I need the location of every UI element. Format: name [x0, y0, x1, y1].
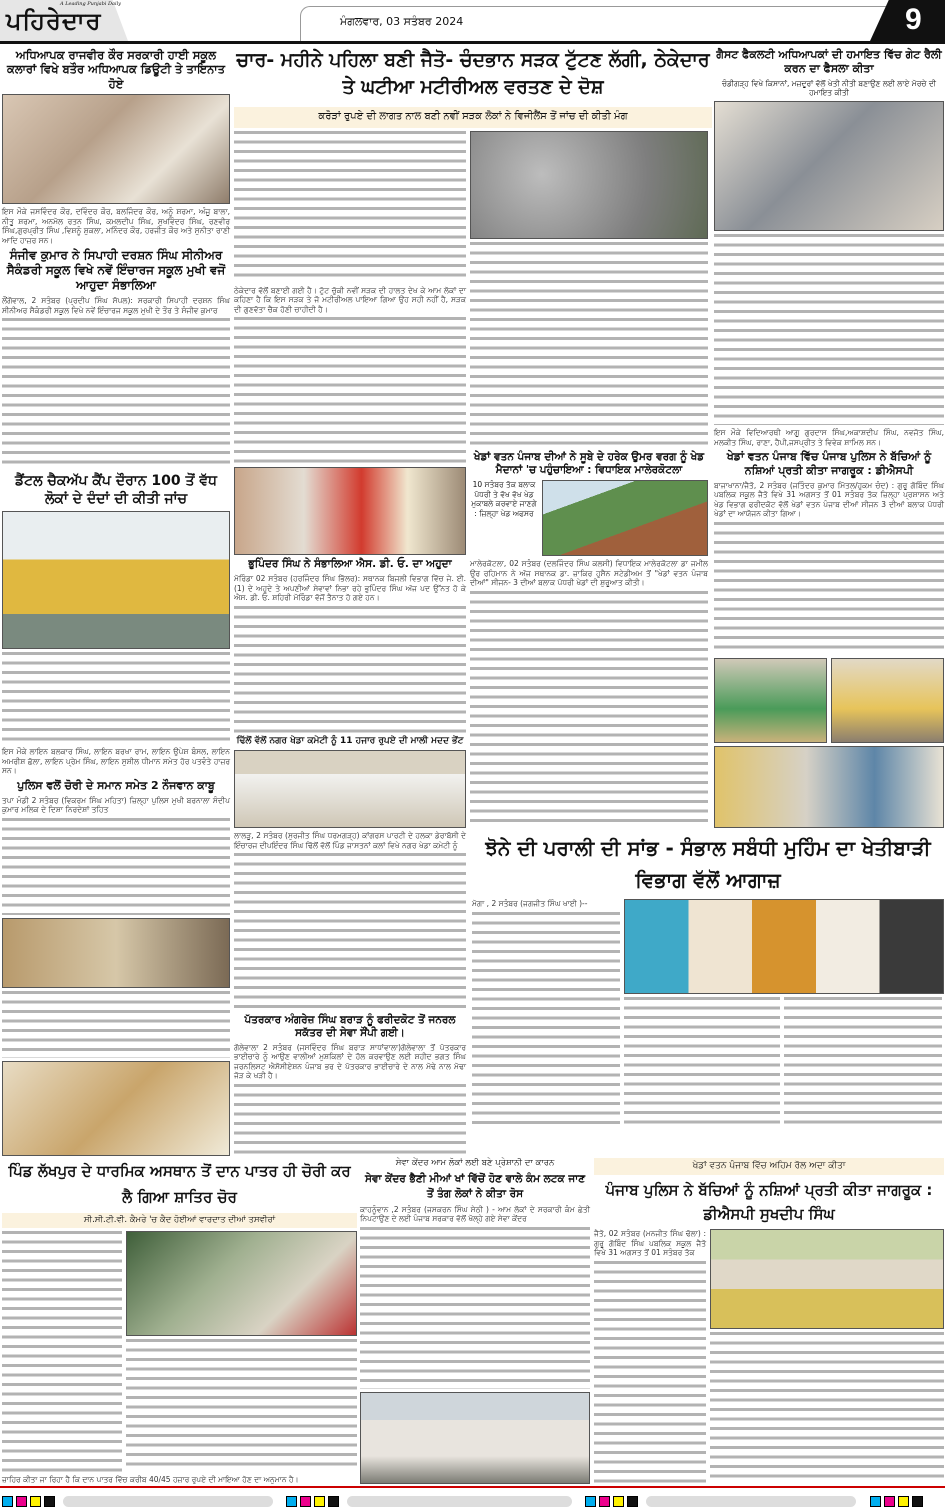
- article-headline: ਡੈਂਟਲ ਚੈਕਅੱਪ ਕੈਂਪ ਦੌਰਾਨ 100 ਤੋਂ ਵੱਧ ਲੋਕਾਂ ਦੇ ਦੰਦਾਂ ਦੀ ਕੀਤੀ ਜਾਂਚ: [15, 473, 217, 507]
- body-text-lines: [2, 991, 230, 1058]
- article-body: ਠੇਕੇਦਾਰ ਵੱਲੋਂ ਬਣਾਈ ਗਈ ਹੈ। ਟੁੱਟ ਚੁੱਕੀ ਨਵੀਂ ਸੜਕ ਦੀ ਹਾਲਤ ਦੇਖ ਕੇ ਆਮ ਲੋਕਾਂ ਦਾ ਕਹਿਣਾ ਹੈ ਕਿ ਇਸ ਸੜਕ ਤੇ ਜੋ ਮਟੀਰੀਅਲ ਪਾਇਆ ਗਿਆ ਉਹ ਸਹੀ ਨਹੀਂ ਹੈ, ਸੜਕ ਦੀ ਗੁਣਵੱਤਾ ਚੈਕ ਹੋਣੀ ਚਾਹੀਦੀ ਹੈ।: [234, 285, 466, 314]
- black-swatch: [44, 1496, 55, 1507]
- article-body: ਗੋਲੇਵਾਲਾ 2 ਸਤੰਬਰ (ਜਸਵਿੰਦਰ ਸਿੰਘ ਬਰਾੜ ਸਾਧਾਂਵਾਲਾ)ਗੋਲੇਵਾਲਾ ਤੋਂ ਪੱਤਰਕਾਰ ਭਾਈਚਾਰੇ ਨੂੰ ਆਉਣ ਵਾਲੀਆਂ ਮੁਸ਼ਕਿਲਾਂ ਦੇ ਹੱਲ ਕਰਵਾਉਣ ਲਈ ਸ਼ਹੀਦ ਭਗਤ ਸਿੰਘ ਜਰਨਲਿਸਟ ਐਸੋਸੀਏਸ਼ਨ ਪੰਜਾਬ ਭਰ ਦੇ ਪੱਤਰਕਾਰ ਭਾਈਚਾਰੇ ਦੇ ਨਾਲ ਮੋਢੇ ਨਾਲ ਮੋਢਾ ਜੋੜ ਕੇ ਖੜੀ ਹੈ।: [234, 1042, 466, 1081]
- article-body: ਜ਼ਾਹਿਰ ਕੀਤਾ ਜਾ ਰਿਹਾ ਹੈ ਕਿ ਦਾਨ ਪਾਤਰ ਵਿੱਚ ਕਰੀਬ 40/45 ਹਜ਼ਾਰ ਰੁਪਏ ਦੀ ਮਾਇਆ ਹੋਣ ਦਾ ਅਨੁਮਾਨ ਹੈ।: [2, 1474, 299, 1484]
- middle-column-a: [234, 131, 466, 1157]
- article-headline: ਪੱਤਰਕਾਰ ਅੰਗਰੇਜ਼ ਸਿੰਘ ਬਰਾੜ ਨੂੰ ਫਰੀਦਕੋਟ ਤੋਂ ਜਨਰਲ ਸਕੱਤਰ ਦੀ ਸੇਵਾ ਸੌਂਪੀ ਗਈ।: [244, 1013, 456, 1039]
- body-text-lines: [714, 522, 944, 656]
- police-event-photo-2: [831, 658, 944, 743]
- police-event-photo-1: [714, 658, 827, 743]
- article-headline: ਗੈਸਟ ਫੈਕਲਟੀ ਅਧਿਆਪਕਾਂ ਦੀ ਹਮਾਇਤ ਵਿੱਚ ਗੇਟ ਰੈਲੀ ਕਰਨ ਦਾ ਫੈਸਲਾ ਕੀਤਾ: [716, 48, 942, 75]
- cyan-swatch: [2, 1496, 13, 1507]
- body-text-lines: [234, 853, 466, 1010]
- mla-speech-photo: [542, 480, 708, 556]
- page-number: 9: [905, 3, 922, 36]
- police-children-photo-1: [710, 1229, 944, 1329]
- lead-subhead: ਕਰੋੜਾਂ ਰੁਪਏ ਦੀ ਲਾਗਤ ਨਾਲ ਬਣੀ ਨਵੀਂ ਸੜਕ ਲੋਕਾਂ ਨੇ ਵਿਜੀਲੈਂਸ ਤੋਂ ਜਾਂਚ ਦੀ ਕੀਤੀ ਮੰਗ: [234, 107, 712, 128]
- body-text-lines: [360, 1227, 590, 1389]
- body-text-lines: [470, 242, 708, 448]
- bottom-right-story: [594, 1158, 944, 1484]
- agriculture-officials-photo: [624, 899, 944, 994]
- article-body: ਮੋਗਾ , 2 ਸਤੰਬਰ (ਜਗਜੀਤ ਸਿੰਘ ਖਾਈ )--: [472, 899, 588, 908]
- body-text-lines: [784, 997, 942, 1125]
- school-staff-photo: [2, 94, 230, 204]
- right-column: [714, 48, 944, 828]
- students-meeting-photo: [714, 101, 944, 231]
- article-headline: ਪਿੰਡ ਲੱਖਪੁਰ ਦੇ ਧਾਰਮਿਕ ਅਸਥਾਨ ਤੋਂ ਦਾਨ ਪਾਤਰ ਹੀ ਚੋਰੀ ਕਰ ਲੈ ਗਿਆ ਸ਼ਾਤਿਰ ਚੋਰ: [8, 1162, 351, 1206]
- body-text-lines: [2, 1231, 122, 1472]
- body-text-lines: [234, 131, 466, 283]
- article-body: ਲਾਲੜੂ, 2 ਸਤੰਬਰ (ਸੁਰਜੀਤ ਸਿੰਘ ਧਰਮਗੜ੍ਹ) ਕਾਂਗਰਸ ਪਾਰਟੀ ਦੇ ਹਲਕਾ ਡੇਰਾਬੱਸੀ ਦੇ ਇੰਚਾਰਜ ਦੀਪਇੰਦਰ ਸਿੰਘ ਢਿੱਲੋਂ ਵੱਲੋਂ ਪਿੰਡ ਜਾਸਤਨਾਂ ਕਲਾਂ ਵਿਖੇ ਨਗਰ ਖੇਡਾ ਕਮੇਟੀ ਨੂੰ: [234, 831, 466, 850]
- article-body: ਮਾਲੇਰਕੋਟਲਾ, 02 ਸਤੰਬਰ (ਦਲਜਿੰਦਰ ਸਿੰਘ ਕਲਸੀ) ਵਿਧਾਇਕ ਮਾਲੇਰਕੋਟਲਾ ਡਾ ਜਮੀਲ ਉਰ ਰਹਿਮਾਨ ਨੇ ਅੱਜ ਸਥਾਨਕ ਡਾ. ਜ਼ਾਕਿਰ ਹੁਸੈਨ ਸਟੇਡੀਅਮ ਤੋਂ "ਖੇਡਾਂ ਵਤਨ ਪੰਜਾਬ ਦੀਆਂ" ਸੀਜਨ- 3 ਦੀਆਂ ਬਲਾਕ ਪੱਧਰੀ ਖੇਡਾਂ ਦੀ ਸ਼ੁਰੂਆਤ ਕੀਤੀ।: [470, 559, 708, 588]
- body-text-lines: [234, 317, 466, 464]
- office-photo: [2, 1061, 230, 1156]
- article-headline: ਸੰਜੀਵ ਕੁਮਾਰ ਨੇ ਸਿਪਾਹੀ ਦਰਸ਼ਨ ਸਿੰਘ ਸੀਨੀਅਰ ਸੈਕੰਡਰੀ ਸਕੂਲ ਵਿਖੇ ਨਵੇਂ ਇੰਚਾਰਜ ਸਕੂਲ ਮੁਖੀ ਵਜੋਂ ਆਹੁਦਾ ਸੰਭਾਲਿਆ: [6, 248, 226, 293]
- lead-headline: ਚਾਰ- ਮਹੀਨੇ ਪਹਿਲਾ ਬਣੀ ਜੈਤੋ- ਚੰਦਭਾਨ ਸੜਕ ਟੁੱਟਣ ਲੱਗੀ, ਠੇਕੇਦਾਰ ਤੇ ਘਟੀਆ ਮਟੀਰੀਅਲ ਵਰਤਣ ਦੇ ਦੋਸ਼: [236, 49, 710, 98]
- article-body: ਬਾਜਾਖਾਨਾ/ਜੈਤੋ, 2 ਸਤੰਬਰ (ਜਤਿੰਦਰ ਕੁਮਾਰ ਮਿੱਤਲ/ਹੁਕਮ ਚੰਦ) : ਗੁਰੂ ਗੋਬਿੰਦ ਸਿੰਘ ਪਬਲਿਕ ਸਕੂਲ ਜੈਤੋ ਵਿਖੇ 31 ਅਗਸਤ ਤੋਂ 01 ਸਤੰਬਰ ਤੱਕ ਜ਼ਿਲ੍ਹਾ ਪ੍ਰਸ਼ਾਸਨ ਅਤੇ ਖੇਡ ਵਿਭਾਗ ਫਰੀਦਕੋਟ ਵੱਲੋਂ ਖੇਡਾਂ ਵਤਨ ਪੰਜਾਬ ਦੀਆਂ ਸੀਜਨ 3 ਦੀਆਂ ਬਲਾਕ ਪੱਧਰੀ ਖੇਡਾਂ ਦਾ ਆਯੋਜਨ ਕੀਤਾ ਗਿਆ।: [714, 480, 944, 518]
- yellow-swatch: [30, 1496, 41, 1507]
- article-subhead: ਚੰਡੀਗੜ੍ਹ ਵਿਖੇ ਕਿਸਾਨਾਂ, ਮਜ਼ਦੂਰਾਂ ਵੱਲੋਂ ਖੇਤੀ ਨੀਤੀ ਬਣਾਉਣ ਲਈ ਲਾਏ ਮੋਰਚੇ ਦੀ ਹਮਾਇਤ ਕੀਤੀ: [721, 78, 937, 97]
- masthead: [0, 0, 945, 44]
- committee-photo: [234, 750, 466, 828]
- body-text-lines: [470, 591, 708, 827]
- cctv-photo: [126, 1231, 357, 1336]
- body-text-lines: [2, 652, 230, 744]
- police-event-photo-3: [714, 746, 944, 828]
- body-text-lines: [594, 1261, 706, 1484]
- body-text-lines: [234, 606, 466, 733]
- article-headline: ਪੁਲਿਸ ਵਲੋਂ ਚੋਰੀ ਦੇ ਸਮਾਨ ਸਮੇਤ 2 ਨੌਜਵਾਨ ਕਾਬੂ: [17, 778, 215, 792]
- article-body: ਇਸ ਮੌਕੇ ਵਿਦਿਆਰਥੀ ਆਗੂ ਗੁਰਦਾਸ ਸਿੰਘ,ਅਕਾਸ਼ਦੀਪ ਸਿੰਘ, ਨਵਜੋਤ ਸਿੰਘ, ਮਲਕੀਤ ਸਿੰਘ, ਰਾਣਾ, ਹੈਪੀ,ਜਸਪ੍ਰੀਤ ਤੇ ਵਿਵੇਕ ਸ਼ਾਮਿਲ ਸਨ।: [714, 428, 944, 447]
- article-headline: ਖੇਡਾਂ ਵਤਨ ਪੰਜਾਬ ਦੀਆਂ ਨੇ ਸੂਬੇ ਦੇ ਹਰੇਕ ਉਮਰ ਵਰਗ ਨੂੰ ਖੇਡ ਮੈਦਾਨਾਂ 'ਚ ਪਹੁੰਚਾਇਆ : ਵਿਧਾਇਕ ਮਾਲੇਰਕੋਟਲਾ: [473, 450, 705, 476]
- footer-rule: [0, 1486, 945, 1488]
- body-text-lines: [624, 997, 780, 1125]
- article-headline: ਸੇਵਾ ਕੇਂਦਰ ਭੈਣੀ ਮੀਆਂ ਖਾਂ ਵਿੱਚੋਂ ਹੋਣ ਵਾਲੇ ਕੰਮ ਲਟਕ ਜਾਣ ਤੋਂ ਤੰਗ ਲੋਕਾਂ ਨੇ ਕੀਤਾ ਰੋਸ: [364, 1172, 586, 1200]
- article-body: ਕਾਹਨੂੰਵਾਨ ,2 ਸਤੰਬਰ (ਜਸਕਰਨ ਸਿੰਘ ਸੇਠੀ ) - ਆਮ ਲੋਕਾਂ ਦੇ ਸਰਕਾਰੀ ਕੰਮ ਛੇਤੀ ਨਿਪਟਾਉਣ ਦੇ ਲਈ ਪੰਜਾਬ ਸਰਕਾਰ ਵੱਲੋਂ ਖੋਲ੍ਹੇ ਗਏ ਸੇਵਾ ਕੇਂਦਰ: [360, 1204, 590, 1224]
- article-subhead: ਸੇਵਾ ਕੇਂਦਰ ਆਮ ਲੋਕਾਂ ਲਈ ਬਣੇ ਪ੍ਰੇਸ਼ਾਨੀ ਦਾ ਕਾਰਨ: [395, 1158, 555, 1168]
- article-headline: ਢਿੱਲੋਂ ਵੱਲੋਂ ਨਗਰ ਖੇਡਾ ਕਮੇਟੀ ਨੂੰ 11 ਹਜਾਰ ਰੁਪਏ ਦੀ ਮਾਲੀ ਮਦਦ ਭੇਂਟ: [236, 736, 464, 747]
- article-body: ਲੌਂਗੋਵਾਲ, 2 ਸਤੰਬਰ (ਪ੍ਰਦੀਪ ਸਿੰਘ ਸੱਪਲ): ਸਰਕਾਰੀ ਸਿਪਾਹੀ ਦਰਸ਼ਨ ਸਿੰਘ ਸੀਨੀਅਰ ਸੈਕੰਡਰੀ ਸਕੂਲ ਵਿਖੇ ਨਵੇਂ ਇੰਚਾਰਜ ਸਕੂਲ ਮੁਖੀ ਦੇ ਤੌਰ ਤੇ ਸੰਜੀਵ ਕੁਮਾਰ: [2, 296, 230, 315]
- bottom-middle-story: [360, 1158, 590, 1484]
- broken-road-photo: [470, 131, 708, 239]
- body-text-lines: [2, 318, 230, 470]
- newspaper-logo: ਪਹਿਰੇਦਾਰ: [6, 7, 102, 35]
- article-subhead: 10 ਸਤੰਬਰ ਤੱਕ ਬਲਾਕ ਪੱਧਰੀ ਤੇ ਵੱਖ ਵੱਖ ਖੇਡ ਮੁਕਾਬਲੇ ਕਰਵਾਏ ਜਾਣਗੇ : ਜ਼ਿਲ੍ਹਾ ਖੇਡ ਅਫਸਰ: [471, 480, 537, 518]
- dental-camp-photo: [2, 511, 230, 649]
- tagline: A Leading Punjabi Daily: [60, 1, 122, 7]
- body-text-lines: [714, 234, 944, 426]
- article-body: ਜੈਤੋ, 02 ਸਤੰਬਰ (ਮਨਜੀਤ ਸਿੰਘ ਢੱਲਾ) : ਗੁਰੂ ਗੋਬਿੰਦ ਸਿੰਘ ਪਬਲਿਕ ਸਕੂਲ ਜੈਤੋ ਵਿਖੇ 31 ਅਗਸਤ ਤੋਂ 01 ਸਤੰਬਰ ਤੱਕ: [594, 1229, 706, 1258]
- article-body: ਇਸ ਮੌਕੇ ਲਾਇਨ ਬਲਕਾਰ ਸਿੰਘ, ਲਾਇਨ ਬਰਖਾ ਰਾਮ, ਲਾਇਨ ਉਪੇਸ਼ ਬੰਸਲ, ਲਾਇਨ ਅਮਰੀਸ਼ ਛੱਲਾ, ਲਾਇਨ ਪ੍ਰੇਮ ਸਿੰਘ, ਲਾਇਨ ਸੁਸ਼ੀਲ ਧੀਮਾਨ ਸਮੇਤ ਹੋਰ ਪਤਵੰਤੇ ਹਾਜ਼ਰ ਸਨ।: [2, 747, 230, 776]
- article-body: ਤਪਾ ਮੰਡੀ 2 ਸਤੰਬਰ (ਵਿਕਰਮ ਸਿੰਘ ਮਹਿਤਾ) ਜ਼ਿਲ੍ਹਾ ਪੁਲਿਸ ਮੁਖੀ ਬਰਨਾਲਾ ਸੰਦੀਪ ਕੁਮਾਰ ਮਲਿਕ ਦੇ ਦਿਸ਼ਾ ਨਿਰਦੇਸ਼ਾਂ ਤਹਿਤ: [2, 795, 230, 815]
- stubble-story: [472, 832, 944, 1125]
- body-text-lines: [710, 1332, 944, 1484]
- body-text-lines: [234, 1084, 466, 1156]
- seva-kendra-protest-photo: [360, 1392, 590, 1484]
- left-column: [2, 48, 230, 1156]
- article-headline: ਅਧਿਆਪਕ ਰਾਜਵੀਰ ਕੌਰ ਸਰਕਾਰੀ ਹਾਈ ਸਕੂਲ ਕਲਾਰਾਂ ਵਿਖੇ ਬਤੌਰ ਅਧਿਆਪਕ ਡਿਊਟੀ ਤੇ ਤਾਇਨਾਤ ਹੋਏ: [7, 48, 225, 91]
- bottom-left-story: [2, 1158, 357, 1484]
- article-body: ਮੋਰਿੰਡਾ 02 ਸਤੰਬਰ (ਹਰਜਿੰਦਰ ਸਿੰਘ ਭਿੱਲਰ): ਸਥਾਨਕ ਬਿਜਲੀ ਵਿਭਾਗ ਵਿੱਚ ਜੇ. ਈ. (1) ਦੇ ਅਹੁਦੇ ਤੇ ਅਪਣੀਆਂ ਸੇਵਾਵਾਂ ਨਿਭਾ ਰਹੇ ਭੁਪਿੰਦਰ ਸਿੰਘ ਅੱਜ ਪਦ ਉੱਨਤ ਹੋ ਕੇ ਐਸ. ਡੀ. ਓ. ਸ਼ਹਿਰੀ ਮੋਰਿੰਡਾ ਵੱਜੋਂ ਤੈਨਾਤ ਹੋ ਗਏ ਹਨ।: [234, 574, 466, 603]
- article-headline: ਝੋਨੇ ਦੀ ਪਰਾਲੀ ਦੀ ਸਾਂਭ - ਸੰਭਾਲ ਸਬੰਧੀ ਮੁਹਿੰਮ ਦਾ ਖੇਤੀਬਾੜੀ ਵਿਭਾਗ ਵੱਲੋਂ ਆਗਾਜ਼: [485, 836, 931, 892]
- magenta-swatch: [16, 1496, 27, 1507]
- body-text-lines: [2, 818, 230, 915]
- article-body: ਇਸ ਮੌਕੇ ਜਸਵਿੰਦਰ ਕੌਰ, ਦਵਿੰਦਰ ਕੌਰ, ਬਲਜਿੰਦਰ ਕੌਰ, ਅਨੂੰ ਸ਼ਰਮਾ, ਅੰਜੂ ਬਾਲਾ, ਨੀਤੂ ਸ਼ਰਮਾ, ਅਨਮੋਲ ਰਤਨ ਸਿੰਘ, ਕਮਲਦੀਪ ਸਿੰਘ, ਸੁਖਵਿੰਦਰ ਸਿੰਘ, ਰਣਵੀਰ ਸਿੰਘ,ਗੁਰਪ੍ਰੀਤ ਸਿੰਘ ,ਵਿਸ਼ਨੂੰ ਸ਼ੁਕਲਾ, ਮਨਿੰਦਰ ਕੌਰ, ਹਰਜੀਤ ਕੌਰ ਅਤੇ ਸੁਨੀਤਾ ਰਾਣੀ ਆਦਿ ਹਾਜ਼ਰ ਸਨ।: [2, 207, 230, 245]
- article-headline: ਖੇਡਾਂ ਵਤਨ ਪੰਜਾਬ ਵਿੱਚ ਪੰਜਾਬ ਪੁਲਿਸ ਨੇ ਬੱਚਿਆਂ ਨੂੰ ਨਸ਼ਿਆਂ ਪ੍ਰਤੀ ਕੀਤਾ ਜਾਗਰੂਕ : ਡੀਐਸਪੀ: [726, 450, 932, 477]
- date: ਮੰਗਲਵਾਰ, 03 ਸਤੰਬਰ 2024: [340, 15, 464, 28]
- accused-photo: [2, 918, 230, 988]
- article-headline: ਭੁਪਿੰਦਰ ਸਿੰਘ ਨੇ ਸੰਭਾਲਿਆ ਐਸ. ਡੀ. ਓ. ਦਾ ਅਹੁਦਾ: [248, 558, 452, 571]
- footer-color-bar: [0, 1491, 945, 1505]
- officials-photo: [234, 467, 466, 555]
- article-headline: ਪੰਜਾਬ ਪੁਲਿਸ ਨੇ ਬੱਚਿਆਂ ਨੂੰ ਨਸ਼ਿਆਂ ਪ੍ਰਤੀ ਕੀਤਾ ਜਾਗਰੂਕ : ਡੀਐਸਪੀ ਸੁਖਦੀਪ ਸਿੰਘ: [605, 1181, 933, 1224]
- article-subhead: ਖੇਡਾਂ ਵਤਨ ਪੰਜਾਬ ਵਿੱਚ ਅਹਿਮ ਰੋਲ ਅਦਾ ਕੀਤਾ: [594, 1158, 944, 1175]
- body-text-lines: [126, 1339, 357, 1472]
- article-subhead: ਸੀ.ਸੀ.ਟੀ.ਵੀ. ਕੈਮਰੇ 'ਚ ਕੈਦ ਹੋਈਆਂ ਵਾਰਦਾਤ ਦੀਆਂ ਤਸਵੀਰਾਂ: [2, 1213, 357, 1228]
- body-text-lines: [472, 912, 620, 1126]
